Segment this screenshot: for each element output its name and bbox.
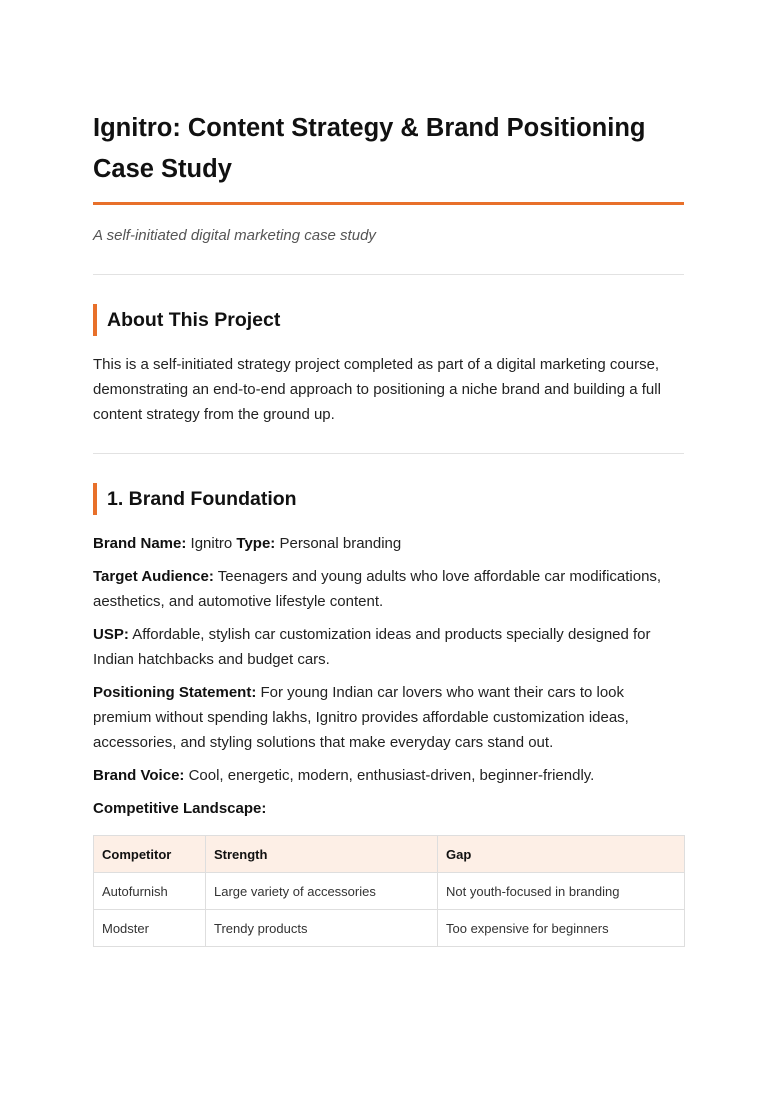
table-row: [94, 910, 685, 947]
divider: [93, 453, 684, 454]
competitor-table: [93, 835, 685, 947]
column-header-strength: Strength: [206, 836, 438, 873]
about-paragraph: This is a self-initiated strategy project completed as part of a digital marketing course, demonstrating an end-to-end approach to positioning a niche brand and building a full content strategy from the ground up.: [93, 356, 661, 423]
usp-value: Affordable, stylish car customization ideas and products specially designed for Indian hatchbacks and budget cars.: [93, 626, 651, 668]
type-label: Type:: [236, 535, 276, 552]
table-row: [94, 873, 685, 910]
table-cell-gap: Not youth-focused in branding: [438, 873, 685, 910]
document-page: [93, 108, 684, 947]
column-header-gap: Gap: [438, 836, 685, 873]
page-title: Ignitro: Content Strategy & Brand Positioning Case Study: [93, 114, 646, 183]
usp-label: USP:: [93, 626, 129, 643]
table-header-row: [94, 836, 685, 873]
brand-voice-line: [93, 763, 684, 788]
brand-voice-value: Cool, energetic, modern, enthusiast-driven, beginner-friendly.: [188, 767, 595, 784]
target-audience-label: Target Audience:: [93, 568, 214, 585]
table-cell-strength: Trendy products: [206, 910, 438, 947]
competitive-landscape-label: Competitive Landscape:: [93, 800, 267, 817]
brand-voice-label: Brand Voice:: [93, 767, 185, 784]
competitive-landscape-line: [93, 796, 684, 821]
target-audience-line: [93, 564, 684, 614]
brand-name-line: [93, 531, 684, 556]
table-cell-competitor: Modster: [94, 910, 206, 947]
usp-line: [93, 622, 684, 672]
positioning-line: [93, 680, 684, 755]
table-cell-strength: Large variety of accessories: [206, 873, 438, 910]
brand-name-value: Ignitro: [190, 535, 233, 552]
divider: [93, 274, 684, 275]
section-heading-brand-foundation: 1. Brand Foundation: [93, 483, 684, 515]
positioning-value: For young Indian car lovers who want their cars to look premium without spending lakhs, Ignitro provides affordable customization ideas, accessories, and styling solutions that make everyday cars stand out.: [93, 684, 629, 751]
subtitle: A self-initiated digital marketing case study: [93, 227, 376, 244]
section-heading-about: About This Project: [93, 304, 684, 336]
type-value: Personal branding: [279, 535, 402, 552]
positioning-label: Positioning Statement:: [93, 684, 257, 701]
column-header-competitor: Competitor: [94, 836, 206, 873]
brand-name-label: Brand Name:: [93, 535, 187, 552]
target-audience-value: Teenagers and young adults who love affordable car modifications, aesthetics, and automotive lifestyle content.: [93, 568, 662, 610]
table-cell-gap: Too expensive for beginners: [438, 910, 685, 947]
table-cell-competitor: Autofurnish: [94, 873, 206, 910]
title-underline: [93, 202, 684, 205]
